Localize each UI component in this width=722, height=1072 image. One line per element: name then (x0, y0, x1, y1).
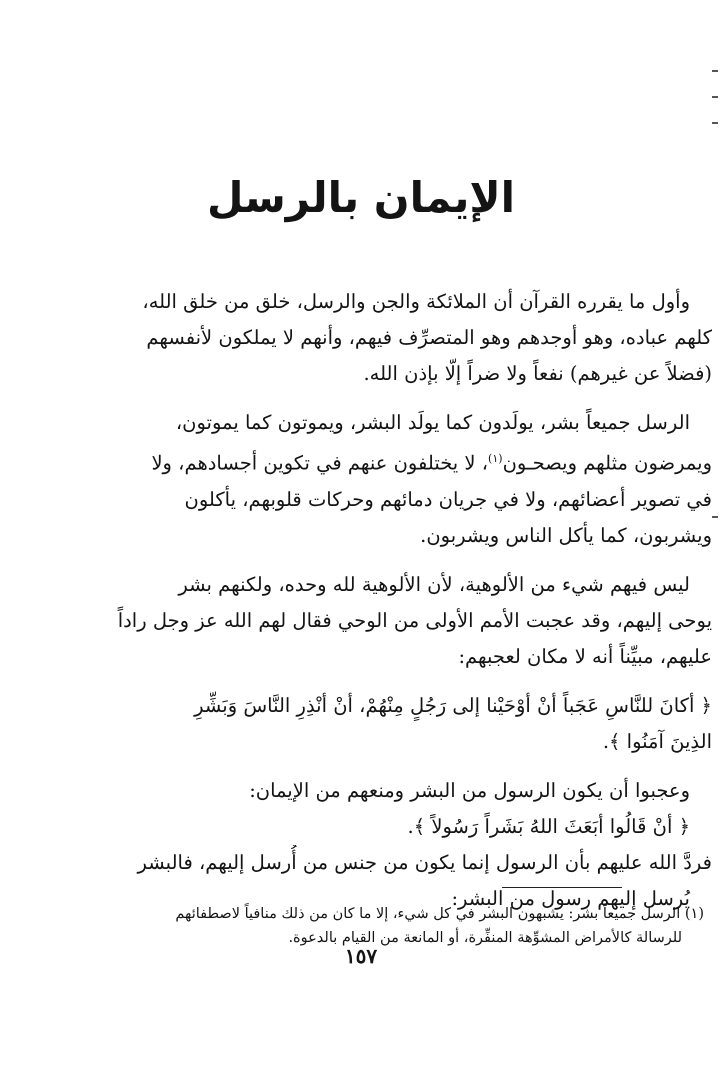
page-number: ١٥٧ (344, 944, 378, 968)
text-line (104, 441, 712, 482)
text-line: يوحى إليهم، وقد عجبت الأمم الأولى من الوحي فقال لهم الله عز وجل راداً (117, 608, 712, 632)
text-line: ويشربون، كما يأكل الناس ويشربون. (420, 523, 712, 547)
text-segment: ، لا يختلفون عنهم في تكوين أجسادهم، ولا (151, 451, 489, 475)
text-line: ليس فيهم شيء من الألوهية، لأن الألوهية لله وحده، ولكنهم بشر (178, 572, 690, 596)
paragraph (104, 773, 712, 917)
footnote-divider (502, 887, 622, 888)
margin-mark (712, 122, 718, 124)
margin-mark (712, 70, 718, 72)
footnote-reference[interactable]: (١) (488, 452, 503, 465)
chapter-body (104, 284, 712, 917)
paragraph (104, 284, 712, 392)
text-line: وعجبوا أن يكون الرسول من البشر ومنعهم من الإيمان: (249, 778, 690, 802)
text-line: (فضلاً عن غيرهم) نفعاً ولا ضراً إلّا بإذن الله. (363, 362, 712, 385)
chapter-title: الإيمان بالرسل (206, 173, 516, 222)
text-line: فردَّ الله عليهم بأن الرسول إنما يكون من جنس من أُرسل إليهم، فالبشر (137, 850, 712, 874)
quran-verse (104, 688, 712, 760)
text-line: الرسل جميعاً بشر، يولَدون كما يولَد البشر، ويموتون كما يموتون، (175, 411, 690, 434)
verse-line: الذِينَ آمَنُوا ﴾. (602, 729, 712, 753)
footnote-line: للرسالة كالأمراض المشوِّهة المنفِّرة، أو المانعة من القيام بالدعوة. (288, 930, 682, 946)
verse-line: ﴿ أنْ قَالُوا أبَعَثَ اللهُ بَشَراً رَسُولاً ﴾. (407, 814, 690, 838)
paragraph (104, 405, 712, 554)
text-line: في تصوير أعضائهم، ولا في جريان دمائهم وحركات قلوبهم، يأكلون (184, 487, 712, 511)
text-segment: ويمرضون مثلهم ويصحـون (502, 451, 712, 475)
verse-line: ﴿ أكانَ للنَّاسِ عَجَباً أنْ أوْحَيْنا إلى رَجُلٍ مِنْهُمْ، أنْ أنْذِرِ النَّاسَ وَبَشِّرِ (194, 693, 712, 717)
paragraph (104, 567, 712, 675)
text-line: وأول ما يقرره القرآن أن الملائكة والجن والرسل، خلق من خلق الله، (142, 290, 690, 313)
text-line: عليهم، مبيِّناً أنه لا مكان لعجبهم: (458, 644, 712, 668)
text-line: يُرسل إليهم رسول من البشر: (451, 886, 690, 910)
margin-mark (712, 96, 718, 98)
footnote-line: (١) الرسل جميعاً بشر: يشبهون البشر في كل شيء، إلا ما كان من ذلك منافياً لاصطفائهم (175, 906, 704, 922)
footnotes (104, 902, 704, 950)
text-line: كلهم عباده، وهو أوجدهم وهو المتصرِّف فيهم، وأنهم لا يملكون لأنفسهم (146, 326, 712, 349)
margin-mark (712, 516, 718, 518)
